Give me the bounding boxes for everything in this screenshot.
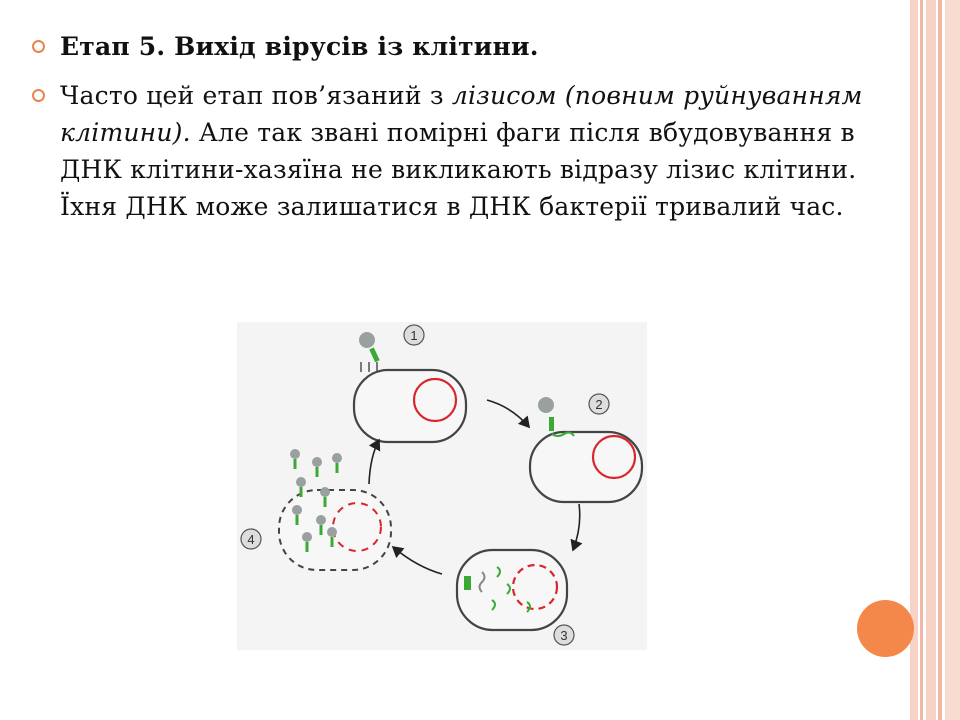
paragraph-part2: Але так звані помірні фаги після вбудовування в ДНК клітини-хазяїна не викликають відразу лізис клітини. Їхня ДНК може залишатися в ДНК бактерії тривалий час.: [60, 118, 857, 221]
step-label-3: [554, 625, 574, 645]
decorative-stripes: [910, 0, 960, 720]
description-bullet: [30, 77, 890, 225]
svg-text:4: 4: [247, 532, 255, 547]
bullet-circle-icon: [32, 40, 45, 53]
bullet-circle-icon: [32, 89, 45, 102]
svg-text:3: 3: [560, 628, 568, 643]
paragraph-italic: лізисом (повним руйнуванням клітини).: [60, 81, 863, 147]
phage-lifecycle-diagram: [237, 322, 647, 650]
svg-text:1: 1: [410, 328, 418, 343]
stage-title: Етап 5. Вихід вірусів із клітини.: [60, 32, 539, 61]
decorative-orange-circle: [857, 600, 914, 657]
bullet-list: [30, 28, 890, 225]
step-label-2: [589, 394, 609, 414]
cell-stage-3: [457, 550, 567, 630]
stage-title-bullet: [30, 28, 890, 65]
step-label-4: [241, 529, 261, 549]
svg-text:2: 2: [595, 397, 603, 412]
paragraph-part1: Часто цей етап пов’язаний з: [60, 81, 452, 110]
step-label-1: [404, 325, 424, 345]
